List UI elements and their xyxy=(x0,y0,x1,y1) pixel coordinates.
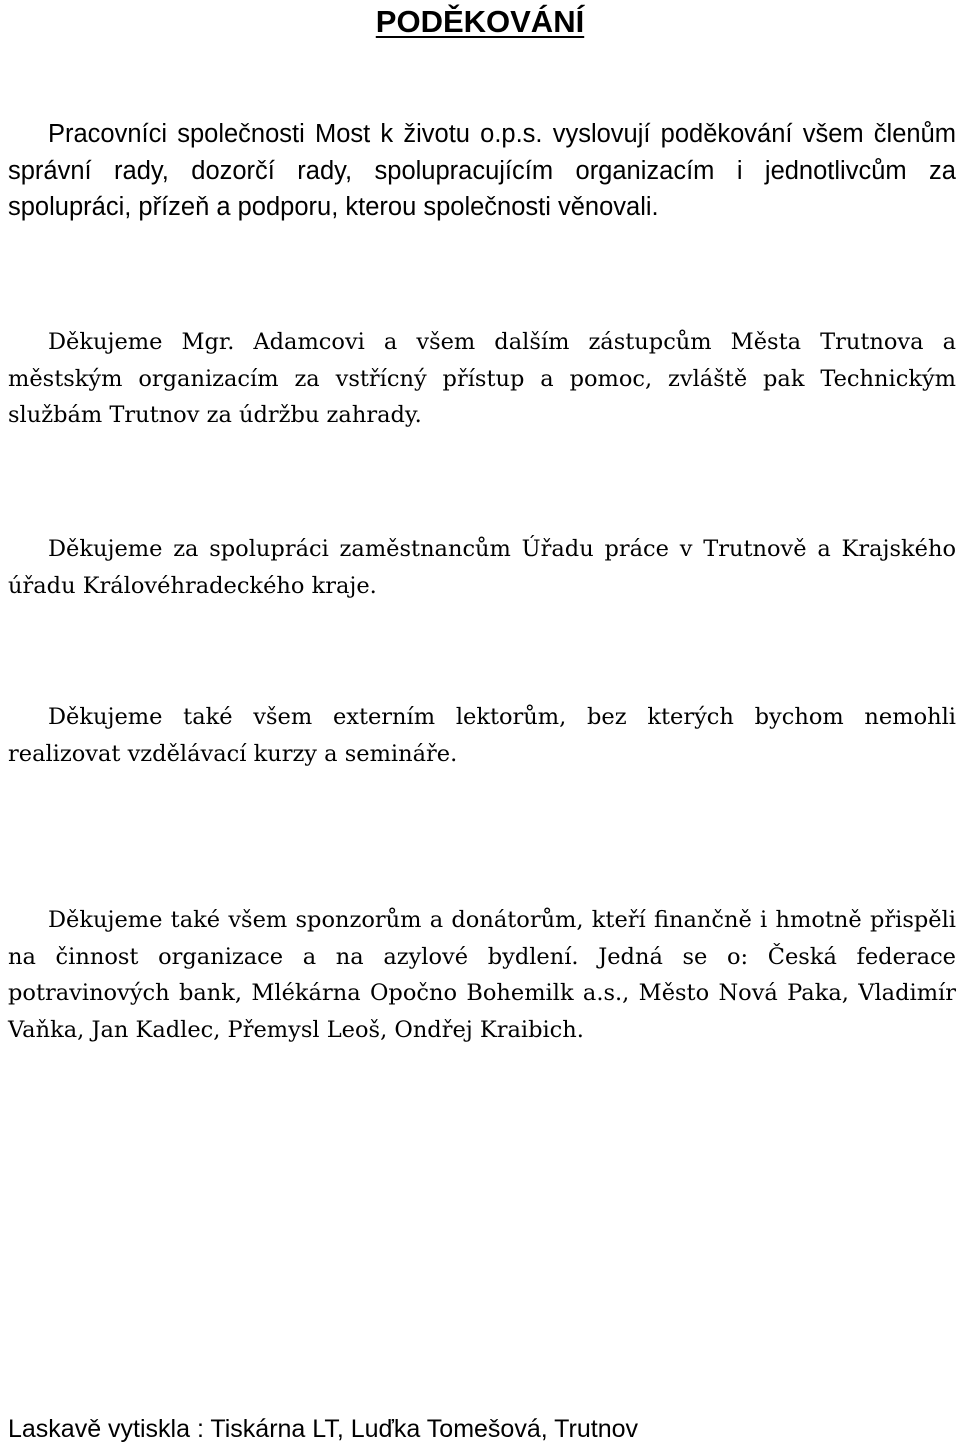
paragraph-thanks-city: Děkujeme Mgr. Adamcovi a všem dalším zástupcům Města Trutnova a městským organizacím za vstřícný přístup a pomoc, zvláště pak Technickým službám Trutnov za údržbu zahrady. xyxy=(8,329,956,428)
paragraph-thanks-lecturers: Děkujeme také všem externím lektorům, bez kterých bychom nemohli realizovat vzdělávací kurzy a semináře. xyxy=(8,704,956,767)
paragraph-thanks-staff: Pracovníci společnosti Most k životu o.p.s. vyslovují poděkování všem členům správní rady, dozorčí rady, spolupracujícím organizacím i jednotlivcům za spolupráci, přízeň a podporu, kterou společnosti věnovali. xyxy=(8,120,956,221)
paragraph-thanks-offices: Děkujeme za spolupráci zaměstnancům Úřadu práce v Trutnově a Krajského úřadu Královéhradeckého kraje. xyxy=(8,536,956,599)
printer-credit: Laskavě vytiskla : Tiskárna LT, Luďka Tomešová, Trutnov xyxy=(8,1415,639,1443)
page-title: PODĚKOVÁNÍ xyxy=(375,4,585,39)
paragraph-thanks-sponsors: Děkujeme také všem sponzorům a donátorům, kteří finančně i hmotně přispěli na činnost organizace a na azylové bydlení. Jedná se o: Česká federace potravinových bank, Mlékárna Opočno Bohemilk a.s., Město Nová Paka, Vladimír Vaňka, Jan Kadlec, Přemysl Leoš, Ondřej Kraibich. xyxy=(8,907,956,1043)
